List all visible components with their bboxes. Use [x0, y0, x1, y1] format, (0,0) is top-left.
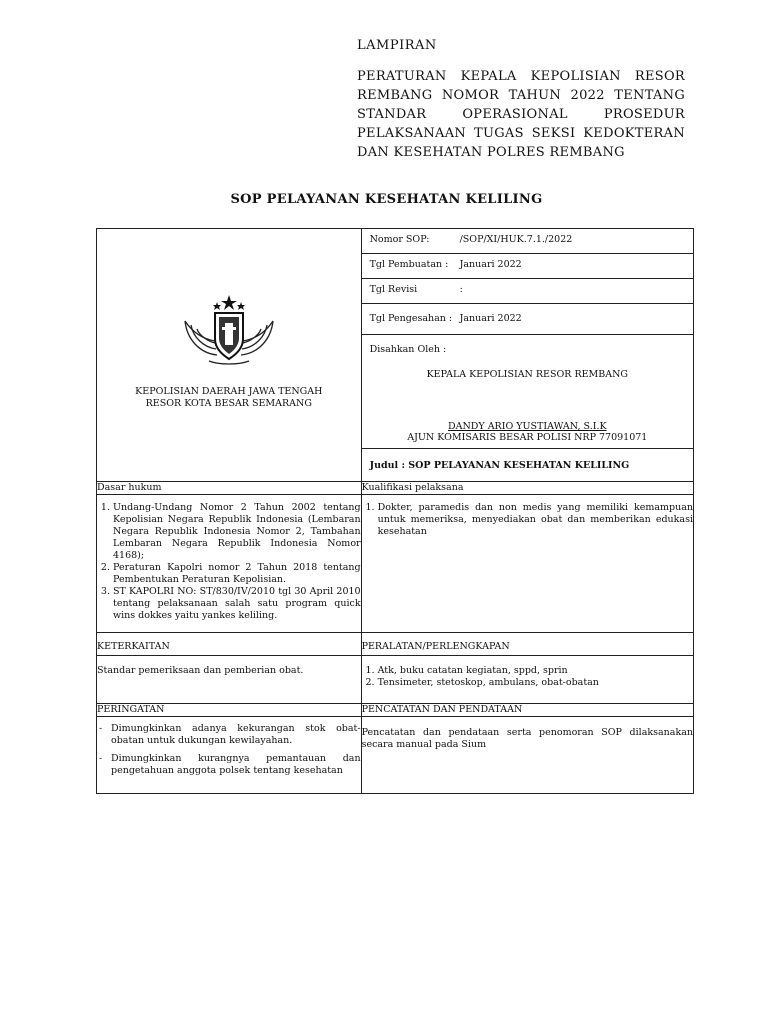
peringatan-list: [97, 717, 362, 794]
kualifikasi-heading: Kualifikasi pelaksana: [361, 482, 693, 495]
peralatan-list: [361, 656, 693, 704]
nomor-value: /SOP/XI/HUK.7.1./2022: [459, 234, 573, 245]
org-cell: [97, 229, 362, 482]
dasar-hukum-list: [97, 495, 362, 633]
list-item: 1. Undang-Undang Nomor 2 Tahun 2002 tentang Kepolisian Negara Republik Indonesia (Lembaran Negara Republik Indonesia Nomor 2, Tambahan Lembaran Negara Republik Indonesia Nomor 4168);: [113, 502, 361, 562]
pencatatan-text: Pencatatan dan pendataan serta penomoran SOP dilaksanakan secara manual pada Sium: [361, 717, 693, 794]
peralatan-heading: PERALATAN/PERLENGKAPAN: [361, 633, 693, 656]
meta-cell: [361, 229, 693, 482]
pembuatan-row: Tgl Pembuatan : Januari 2022: [362, 254, 693, 279]
dasar-hukum-heading: Dasar hukum: [97, 482, 362, 495]
kepala-title: KEPALA KEPOLISIAN RESOR REMBANG: [426, 369, 629, 380]
judul-row: Judul : SOP PELAYANAN KESEHATAN KELILING: [369, 460, 630, 471]
list-item: 3. ST KAPOLRI NO: ST/830/IV/2010 tgl 30 April 2010 tentang pelaksanaan salah satu program quick wins dokkes yaitu yankes keliling.: [113, 586, 361, 622]
keterkaitan-text: Standar pemeriksaan dan pemberian obat.: [97, 656, 362, 704]
nomor-row: Nomor SOP: /SOP/XI/HUK.7.1./2022: [362, 229, 693, 254]
list-item: - Dimungkinkan kurangnya pemantauan dan pengetahuan anggota polsek tentang kesehatan: [97, 753, 361, 777]
peringatan-heading: PERINGATAN: [97, 704, 362, 717]
pengesahan-row: Tgl Pengesahan : Januari 2022: [362, 304, 693, 335]
disahkan-row: Disahkan Oleh : KEPALA KEPOLISIAN RESOR REMBANG DANDY ARIO YUSTIAWAN, S.I.K AJUN KOMISARIS BESAR POLISI NRP 77091071: [362, 335, 693, 449]
regulation-text: PERATURAN KEPALA KEPOLISIAN RESOR REMBANG NOMOR TAHUN 2022 TENTANG STANDAR OPERASIONAL PROSEDUR PELAKSANAAN TUGAS SEKSI KEDOKTERAN DAN KESEHATAN POLRES REMBANG: [357, 69, 685, 160]
pencatatan-heading: PENCATATAN DAN PENDATAAN: [361, 704, 693, 717]
signer-name: DANDY ARIO YUSTIAWAN, S.I.K: [448, 421, 607, 432]
list-item: 1. Dokter, paramedis dan non medis yang memiliki kemampuan untuk memeriksa, menyediakan obat dan memberikan edukasi kesehatan: [378, 502, 693, 538]
list-item: 2. Tensimeter, stetoskop, ambulans, obat-obatan: [378, 677, 693, 689]
lampiran-label: LAMPIRAN: [357, 38, 437, 53]
sop-title: SOP PELAYANAN KESEHATAN KELILING: [230, 192, 543, 207]
signer-rank: AJUN KOMISARIS BESAR POLISI NRP 77091071: [407, 432, 648, 443]
list-item: 1. Atk, buku catatan kegiatan, sppd, sprin: [378, 665, 693, 677]
org-line-1: KEPOLISIAN DAERAH JAWA TENGAH: [135, 386, 323, 397]
list-item: - Dimungkinkan adanya kekurangan stok obat-obatan untuk dukungan kewilayahan.: [97, 723, 361, 747]
revisi-row: Tgl Revisi :: [362, 279, 693, 304]
org-line-2: RESOR KOTA BESAR SEMARANG: [145, 398, 312, 409]
keterkaitan-heading: KETERKAITAN: [97, 633, 362, 656]
kualifikasi-list: [361, 495, 693, 633]
document-header: [357, 38, 685, 162]
list-item: 2. Peraturan Kapolri nomor 2 Tahun 2018 tentang Pembentukan Peraturan Kepolisian.: [113, 562, 361, 586]
police-emblem-icon: [179, 293, 279, 369]
sop-table: [96, 228, 694, 794]
